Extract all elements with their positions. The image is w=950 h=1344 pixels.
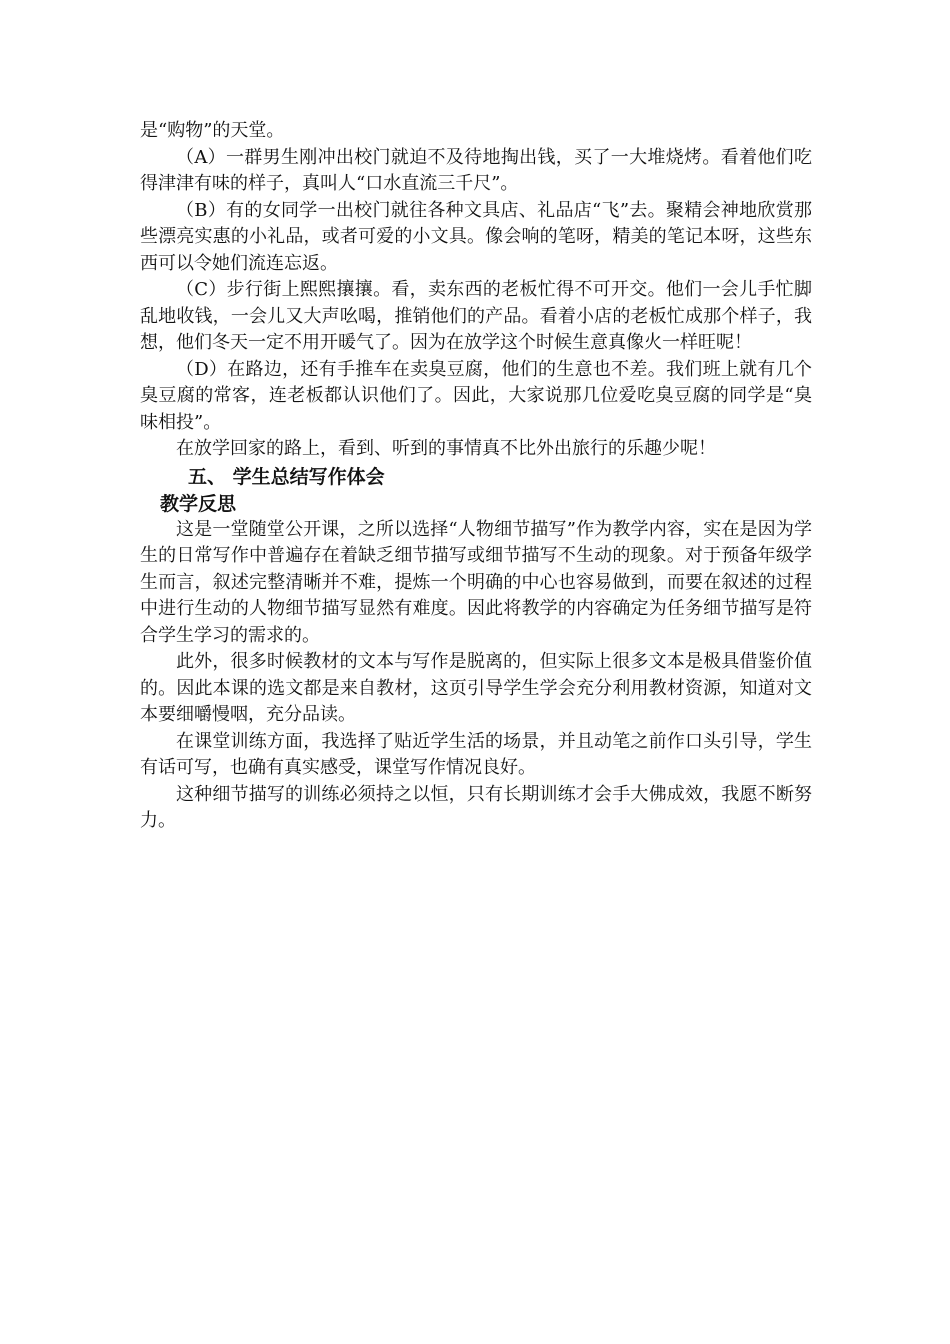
reflection-heading: 教学反思 xyxy=(160,492,237,515)
paragraph-d: （D）在路边，还有手推车在卖臭豆腐，他们的生意也不差。我们班上就有几个臭豆腐的常客，连老板都认识他们了。因此，大家说那几位爱吃臭豆腐的同学是“臭味相投”。 xyxy=(140,358,812,433)
paragraph-conclusion: 在放学回家的路上，看到、听到的事情真不比外出旅行的乐趣少呢！ xyxy=(176,438,716,459)
paragraph-a: （A）一群男生刚冲出校门就迫不及待地掏出钱，买了一大堆烧烤。看着他们吃得津津有味的样子，真叫人“口水直流三千尺”。 xyxy=(140,146,812,194)
reflection-paragraph-4: 这种细节描写的训练必须持之以恒，只有长期训练才会手大佛成效，我愿不断努力。 xyxy=(140,783,812,831)
paragraph-intro-tail: 是“购物”的天堂。 xyxy=(140,120,285,141)
paragraph-b: （B）有的女同学一出校门就往各种文具店、礼品店“飞”去。聚精会神地欣赏那些漂亮实惠的小礼品，或者可爱的小文具。像会响的笔呀，精美的笔记本呀，这些东西可以令她们流连忘返。 xyxy=(140,199,812,274)
section-heading-5: 五、 学生总结写作体会 xyxy=(188,465,385,488)
reflection-paragraph-2: 此外，很多时候教材的文本与写作是脱离的，但实际上很多文本是极具借鉴价值的。因此本课的选文都是来自教材，这页引导学生学会充分利用教材资源，知道对文本要细嚼慢咽，充分品读。 xyxy=(140,651,812,725)
document-body xyxy=(140,118,812,835)
paragraph-c: （C）步行街上熙熙攘攘。看，卖东西的老板忙得不可开交。他们一会儿手忙脚乱地收钱，一会儿又大声吆喝，推销他们的产品。看着小店的老板忙成那个样子，我想，他们冬天一定不用开暖气了。因为在放学这个时候生意真像火一样旺呢！ xyxy=(140,279,812,353)
reflection-paragraph-3: 在课堂训练方面，我选择了贴近学生活的场景，并且动笔之前作口头引导，学生有话可写，也确有真实感受，课堂写作情况良好。 xyxy=(140,730,812,778)
reflection-paragraph-1: 这是一堂随堂公开课，之所以选择“人物细节描写”作为教学内容，实在是因为学生的日常写作中普遍存在着缺乏细节描写或细节描写不生动的现象。对于预备年级学生而言，叙述完整清晰并不难，提炼一个明确的中心也容易做到，而要在叙述的过程中进行生动的人物细节描写显然有难度。因此将教学的内容确定为任务细节描写是符合学生学习的需求的。 xyxy=(140,518,812,646)
